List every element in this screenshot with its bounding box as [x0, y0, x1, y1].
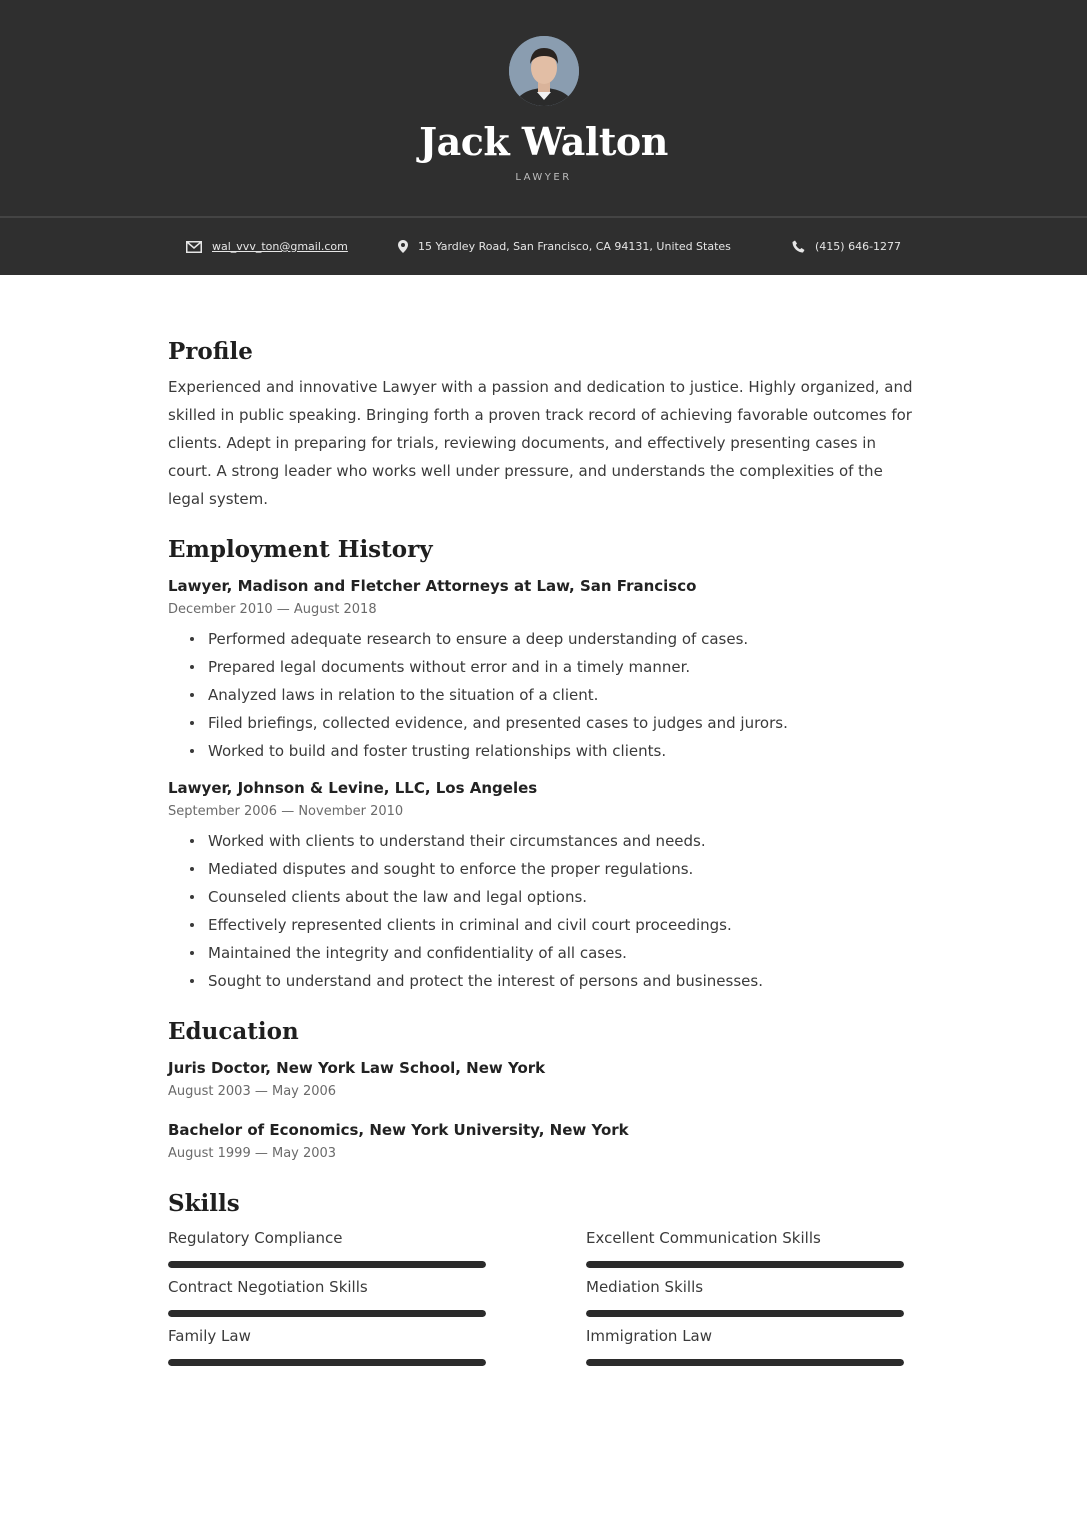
- skill-item: [586, 1227, 906, 1268]
- map-pin-icon: [398, 240, 408, 253]
- job-bullet: Effectively represented clients in criminal and civil court proceedings.: [190, 911, 920, 939]
- skills-heading: Skills: [168, 1190, 240, 1217]
- skill-level-fill: [168, 1261, 486, 1268]
- education-entry: [168, 1057, 920, 1101]
- job-bullet: Performed adequate research to ensure a deep understanding of cases.: [190, 625, 920, 653]
- job-bullet: Sought to understand and protect the interest of persons and businesses.: [190, 967, 920, 995]
- skill-name: Excellent Communication Skills: [586, 1229, 821, 1247]
- employment-heading: Employment History: [168, 536, 433, 563]
- degree-heading: Bachelor of Economics, New York University, New York: [168, 1121, 629, 1139]
- education-section: [168, 1017, 920, 1163]
- phone-text: (415) 646-1277: [815, 240, 902, 253]
- skill-level-bar: [586, 1359, 904, 1366]
- skill-level-bar: [168, 1310, 486, 1317]
- job-heading: Lawyer, Madison and Fletcher Attorneys at Law, San Francisco: [168, 577, 697, 595]
- job-bullets: [168, 827, 920, 995]
- contact-email: [186, 240, 348, 253]
- education-dates: August 1999 — May 2003: [168, 1146, 337, 1161]
- resume-body: [0, 337, 920, 1366]
- job-bullet: Counseled clients about the law and legal options.: [190, 883, 920, 911]
- contact-phone: [792, 240, 901, 253]
- skill-level-fill: [168, 1359, 486, 1366]
- profile-section: [168, 337, 920, 513]
- degree-heading: Juris Doctor, New York Law School, New York: [168, 1059, 546, 1077]
- skill-item: [168, 1276, 488, 1317]
- resume-header: [0, 0, 1087, 216]
- education-dates: August 2003 — May 2006: [168, 1084, 337, 1099]
- contact-address: [398, 240, 731, 253]
- email-link[interactable]: wal_vvv_ton@gmail.com: [212, 240, 348, 253]
- job-bullet: Mediated disputes and sought to enforce the proper regulations.: [190, 855, 920, 883]
- job-heading: Lawyer, Johnson & Levine, LLC, Los Angeles: [168, 779, 538, 797]
- job-bullet: Filed briefings, collected evidence, and presented cases to judges and jurors.: [190, 709, 920, 737]
- contact-bar: [0, 216, 1087, 275]
- job-dates: September 2006 — November 2010: [168, 804, 404, 819]
- skills-section: [168, 1189, 920, 1366]
- candidate-name: Jack Walton: [419, 119, 668, 164]
- skill-name: Family Law: [168, 1327, 251, 1345]
- job-entry: [168, 777, 920, 995]
- profile-heading: Profile: [168, 338, 253, 365]
- skill-name: Mediation Skills: [586, 1278, 704, 1296]
- skill-item: [168, 1325, 488, 1366]
- skill-name: Contract Negotiation Skills: [168, 1278, 368, 1296]
- skill-level-bar: [168, 1261, 486, 1268]
- skill-level-fill: [586, 1310, 904, 1317]
- skill-level-fill: [586, 1359, 904, 1366]
- skill-level-bar: [586, 1261, 904, 1268]
- envelope-icon: [186, 241, 202, 253]
- job-dates: December 2010 — August 2018: [168, 602, 377, 617]
- job-title: LAWYER: [515, 172, 572, 183]
- skill-level-fill: [168, 1310, 486, 1317]
- job-bullet: Worked with clients to understand their circumstances and needs.: [190, 827, 920, 855]
- avatar: [509, 36, 579, 106]
- skills-grid: [168, 1227, 920, 1366]
- portrait-photo-icon: [509, 36, 579, 106]
- skill-level-bar: [168, 1359, 486, 1366]
- skill-name: Immigration Law: [586, 1327, 713, 1345]
- job-bullet: Worked to build and foster trusting relationships with clients.: [190, 737, 920, 765]
- employment-section: [168, 535, 920, 995]
- job-bullet: Maintained the integrity and confidentiality of all cases.: [190, 939, 920, 967]
- skill-level-bar: [586, 1310, 904, 1317]
- education-entry: [168, 1119, 920, 1163]
- phone-icon: [792, 240, 805, 253]
- skill-item: [586, 1276, 906, 1317]
- skill-level-fill: [586, 1261, 904, 1268]
- skill-item: [168, 1227, 488, 1268]
- job-bullet: Analyzed laws in relation to the situation of a client.: [190, 681, 920, 709]
- skill-item: [586, 1325, 906, 1366]
- job-bullets: [168, 625, 920, 765]
- education-heading: Education: [168, 1018, 299, 1045]
- profile-text: Experienced and innovative Lawyer with a passion and dedication to justice. Highly organized, and skilled in public speaking. Bringing forth a proven track record of achieving favorable outcomes for clients. Adept in preparing for trials, reviewing documents, and effectively presenting cases in court. A strong leader who works well under pressure, and understands the complexities of the legal system.: [168, 378, 913, 508]
- job-entry: [168, 575, 920, 765]
- job-bullet: Prepared legal documents without error and in a timely manner.: [190, 653, 920, 681]
- skill-name: Regulatory Compliance: [168, 1229, 343, 1247]
- address-text: 15 Yardley Road, San Francisco, CA 94131, United States: [418, 240, 731, 253]
